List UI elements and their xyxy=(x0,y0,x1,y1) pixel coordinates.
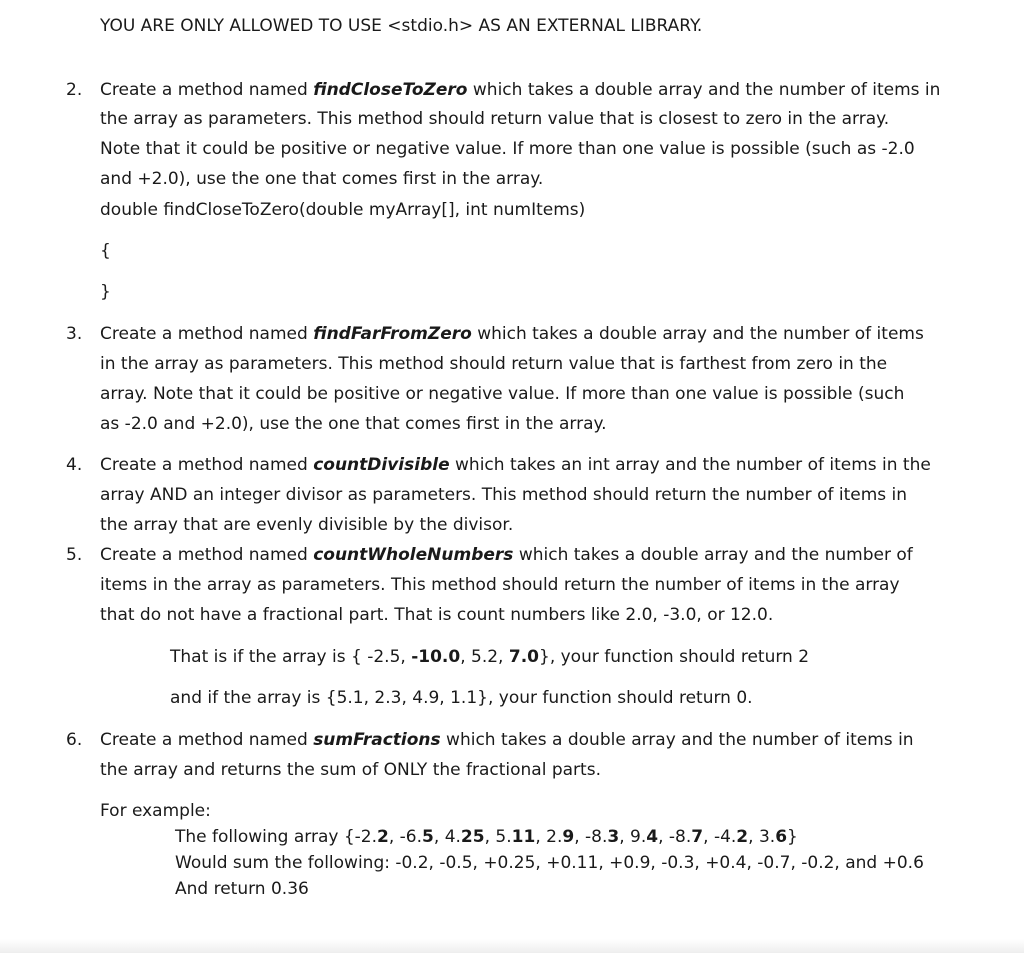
q2-number: 2. xyxy=(66,80,83,100)
q3-line-2: in the array as parameters. This method should return value that is farthest from zero in the xyxy=(100,354,888,374)
q2-line-3: Note that it could be positive or negative value. If more than one value is possible (such as -2.0 xyxy=(100,139,915,159)
q2-method-name: findCloseToZero xyxy=(313,80,468,100)
q2-open-brace: { xyxy=(100,241,111,261)
q3-method-name: findFarFromZero xyxy=(313,324,472,344)
q5-line-1: Create a method named countWholeNumbers which takes a double array and the number of xyxy=(100,545,913,565)
q3-line-1: Create a method named findFarFromZero which takes a double array and the number of items xyxy=(100,324,924,344)
q6-method-name: sumFractions xyxy=(313,730,441,750)
q3-line-4: as -2.0 and +2.0), use the one that comes first in the array. xyxy=(100,414,607,434)
q2-line-2: the array as parameters. This method should return value that is closest to zero in the array. xyxy=(100,109,890,129)
q6-for-example: For example: xyxy=(100,801,211,821)
q5-line-2: items in the array as parameters. This method should return the number of items in the array xyxy=(100,575,900,595)
q2-line-4: and +2.0), use the one that comes first in the array. xyxy=(100,169,544,189)
array-item: 4.25 xyxy=(444,827,485,847)
q5-number: 5. xyxy=(66,545,83,565)
q6-array-items: -2.2, -6.5, 4.25, 5.11, 2.9, -8.3, 9.4, -8.7, -4.2, 3.6 xyxy=(354,827,788,847)
q2-signature: double findCloseToZero(double myArray[], int numItems) xyxy=(100,200,586,220)
array-item: -8.7 xyxy=(668,827,704,847)
q3-number: 3. xyxy=(66,324,83,344)
q5-method-name: countWholeNumbers xyxy=(313,545,514,565)
header-line: YOU ARE ONLY ALLOWED TO USE <stdio.h> AS AN EXTERNAL LIBRARY. xyxy=(100,16,703,36)
q5-example-1: That is if the array is { -2.5, -10.0, 5.2, 7.0}, your function should return 2 xyxy=(170,647,810,667)
q5-example-2: and if the array is {5.1, 2.3, 4.9, 1.1}, your function should return 0. xyxy=(170,688,753,708)
q4-number: 4. xyxy=(66,455,83,475)
q4-line-1: Create a method named countDivisible which takes an int array and the number of items in the xyxy=(100,455,931,475)
array-item: 3.6 xyxy=(758,827,788,847)
q2-line-1: Create a method named findCloseToZero which takes a double array and the number of items in xyxy=(100,80,941,100)
array-item: -2.2 xyxy=(354,827,389,847)
array-item: 5.11 xyxy=(495,827,536,847)
array-item: -4.2 xyxy=(713,827,749,847)
q6-array-line: The following array {-2.2, -6.5, 4.25, 5.11, 2.9, -8.3, 9.4, -8.7, -4.2, 3.6} xyxy=(175,827,798,847)
array-item: 9.4 xyxy=(630,827,659,847)
q6-line-2: the array and returns the sum of ONLY the fractional parts. xyxy=(100,760,601,780)
q4-line-2: array AND an integer divisor as parameters. This method should return the number of items in xyxy=(100,485,908,505)
q4-line-3: the array that are evenly divisible by the divisor. xyxy=(100,515,514,535)
q6-return-line: And return 0.36 xyxy=(175,879,309,899)
array-item: -8.3 xyxy=(585,827,620,847)
q6-number: 6. xyxy=(66,730,83,750)
q6-line-1: Create a method named sumFractions which takes a double array and the number of items in xyxy=(100,730,914,750)
q6-sum-line: Would sum the following: -0.2, -0.5, +0.25, +0.11, +0.9, -0.3, +0.4, -0.7, -0.2, and +0.6 xyxy=(175,853,924,873)
page-bottom-edge xyxy=(0,939,1024,953)
q3-line-3: array. Note that it could be positive or negative value. If more than one value is possible (such xyxy=(100,384,905,404)
array-item: 2.9 xyxy=(546,827,575,847)
array-item: -6.5 xyxy=(399,827,434,847)
q4-method-name: countDivisible xyxy=(313,455,450,475)
q2-close-brace: } xyxy=(100,282,111,302)
q5-line-3: that do not have a fractional part. That is count numbers like 2.0, -3.0, or 12.0. xyxy=(100,605,774,625)
